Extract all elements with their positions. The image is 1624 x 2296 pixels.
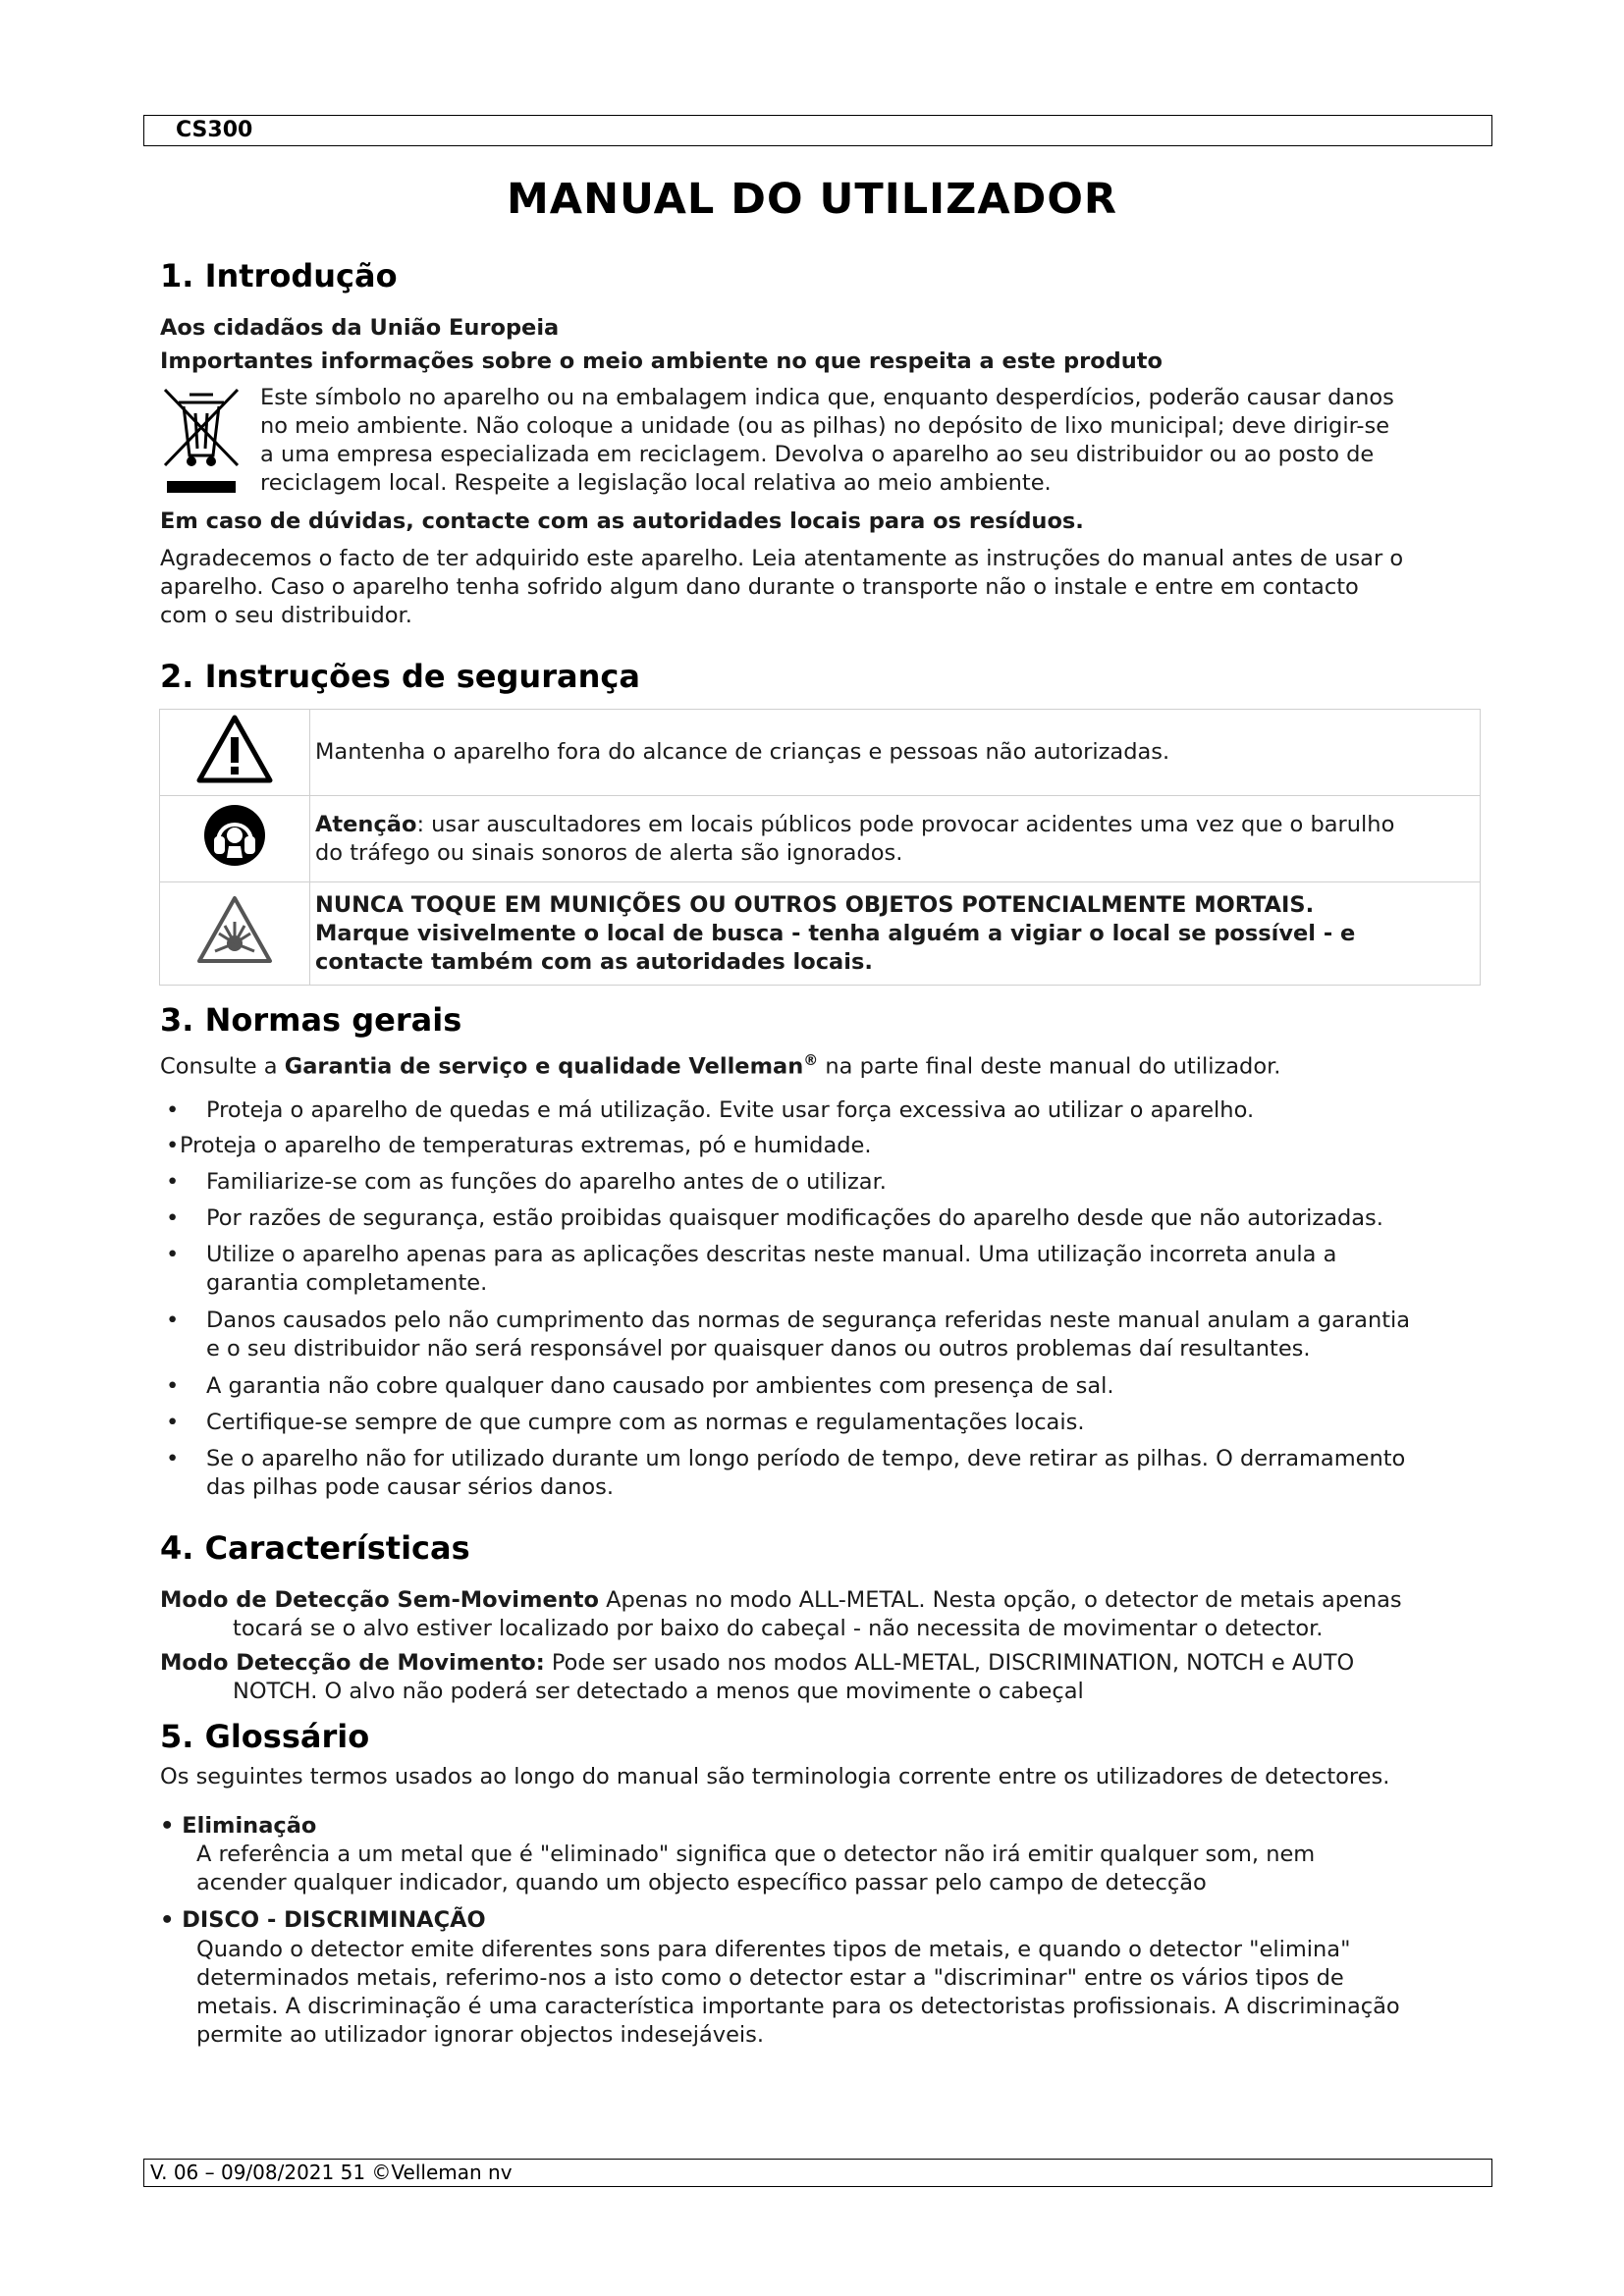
section-heading-glossary: 5. Glossário [160, 1718, 370, 1755]
thanks-paragraph-line: com o seu distribuidor. [160, 603, 412, 628]
manual-page: CS300 MANUAL DO UTILIZADOR 1. Introdução Aos cidadãos da União Europeia Importantes informações sobre o meio ambiente no que respeita a este produto Este símbolo no aparelho ou na embalagem indica que, enquanto desperdícios, poderão causar danos no meio ambiente. Não coloque a unidade (ou as pilhas) no depósito de lixo municipal; deve dirigir-se a uma empresa especializada em reciclagem. Devolva o aparelho ao seu distribuidor ou ao posto de reciclagem local. Respeite a legislação local relativa ao meio ambiente. Em caso de dúvidas, contacte com as autoridades locais para os resíduos. Agradecemos o facto de ter adquirido este aparelho. Leia atentamente as instruções do manual antes de usar o aparelho. Caso o aparelho tenha sofrido algum dano durante o transporte não o instale e entre em contacto com o seu distribuidor. 2. Instruções de segurança Mantenha o aparelho fora do alcance de crianças e pessoas não autorizadas. Atenção: usar auscultadores em locais públicos pode provocar acidentes uma vez que o barulho do tráfego ou sinais sonoros de alerta são ignorados. NUNCA TOQUE EM MUNIÇÕES OU OUTROS OBJETOS POTENCIALMENTE MORTAIS. Marque visivelmente o local de busca - tenha alguém a vigiar o local se possível - e contacte também com as autoridades locais. 3. Normas gerais Consulte a Garantia de serviço e qualidade Velleman® na parte final deste manual do utilizador. • Proteja o aparelho de quedas e má utilização. Evite usar força excessiva ao utilizar o aparelho. • Proteja o aparelho de temperaturas extremas, pó e humidade. • Familiarize-se com as funções do aparelho antes de o utilizar. • Por razões de segurança, estão proibidas quaisquer modificações do aparelho desde que não autorizadas. • Utilize o aparelho apenas para as aplicações descritas neste manual. Uma utilização incorreta anula a garantia completamente. • Danos causados pelo não cumprimento das normas de segurança referidas neste manual anulam a garantia e o seu distribuidor não será responsável por quaisquer danos ou outros problemas daí resultantes. • A garantia não cobre qualquer dano causado por ambientes com presença de sal. • Certifique-se sempre de que cumpre com as normas e regulamentações locais. • Se o aparelho não for utilizado durante um longo período de tempo, deve retirar as pilhas. O derramamento das pilhas pode causar sérios danos. 4. Características Modo de Detecção Sem-Movimento Apenas no modo ALL-METAL. Nesta opção, o detector de metais apenas tocará se o alvo estiver localizado por baixo do cabeçal - não necessita de movimentar o detector. Modo Detecção de Movimento: Pode ser usado nos modos ALL-METAL, DISCRIMINATION, NOTCH e AUTO NOTCH. O alvo não poderá ser detectado a menos que movimente o cabeçal 5. Glossário Os seguintes termos usados ao longo do manual são terminologia corrente entre os utilizadores de detectores. • Eliminação A referência a um metal que é "eliminado" significa que o detector não irá emitir qualquer som, nem acender qualquer indicador, quando um objecto específico passar pelo campo de detecção • DISCO - DISCRIMINAÇÃO Quando o detector emite diferentes sons para diferentes tipos de metais, e quando o detector "elimina" determinados metais, referimo-nos a isto como o detector estar a "discriminar" entre os vários tipos de metais. A discriminação é uma característica importante para os detectoristas profissionais. A discriminação permite ao utilizador ignorar objectos indesejáveis. V. 06 – 09/08/2021 51 ©Velleman nv [0, 0, 1624, 2296]
safety-row [160, 796, 1481, 882]
feature-item: Modo Detecção de Movimento: Pode ser usado nos modos ALL-METAL, DISCRIMINATION, NOTCH e AUTO [160, 1650, 1355, 1676]
glossary-definition-line: Quando o detector emite diferentes sons para diferentes tipos de metais, e quando o detector "elimina" [196, 1937, 1351, 1962]
glossary-definition-line: A referência a um metal que é "eliminado" significa que o detector não irá emitir qualquer som, nem [196, 1842, 1316, 1867]
weee-text-line: a uma empresa especializada em reciclagem. Devolva o aparelho ao seu distribuidor ou ao posto de [260, 442, 1375, 467]
section-heading-general: 3. Normas gerais [160, 1001, 462, 1039]
warranty-link-text: Garantia de serviço e qualidade Velleman [284, 1053, 804, 1080]
page-footer [143, 2159, 1492, 2187]
glossary-definition-line: determinados metais, referimo-nos a isto como o detector estar a "discriminar" entre os vários tipos de [196, 1965, 1344, 1991]
safety-text-cell [310, 882, 1481, 986]
safety-text-line: NUNCA TOQUE EM MUNIÇÕES OU OUTROS OBJETOS POTENCIALMENTE MORTAIS. [315, 891, 1315, 918]
thanks-paragraph-line: Agradecemos o facto de ter adquirido este aparelho. Leia atentamente as instruções do manual antes de usar o [160, 546, 1404, 571]
attention-label: Atenção [315, 811, 417, 837]
weee-text-line: reciclagem local. Respeite a legislação local relativa ao meio ambiente. [260, 470, 1052, 496]
section-heading-introduction: 1. Introdução [160, 257, 398, 294]
explosive-hazard-icon [195, 894, 274, 965]
feature-term: Modo Detecção de Movimento: [160, 1650, 545, 1676]
safety-row [160, 882, 1481, 986]
safety-text-line: do tráfego ou sinais sonoros de alerta são ignorados. [315, 839, 903, 866]
safety-icon-cell [160, 882, 310, 986]
safety-text-cell [310, 710, 1481, 796]
feature-text-line: tocará se o alvo estiver localizado por baixo do cabeçal - não necessita de movimentar o detector. [233, 1616, 1324, 1641]
warranty-reference: Consulte a Garantia de serviço e qualidade Velleman® na parte final deste manual do utilizador. [160, 1051, 1281, 1080]
safety-table [159, 709, 1481, 986]
environment-heading: Importantes informações sobre o meio ambiente no que respeita a este produto [160, 348, 1164, 374]
safety-icon-cell [160, 710, 310, 796]
safety-text-line: Marque visivelmente o local de busca - tenha alguém a vigiar o local se possível - e [315, 920, 1356, 946]
page-header [143, 115, 1492, 146]
warning-triangle-icon [195, 714, 274, 784]
feature-term: Modo de Detecção Sem-Movimento [160, 1587, 599, 1613]
safety-text-line: contacte também com as autoridades locais. [315, 948, 873, 975]
glossary-term: • DISCO - DISCRIMINAÇÃO [160, 1907, 486, 1933]
glossary-definition-line: acender qualquer indicador, quando um objecto específico passar pelo campo de detecção [196, 1870, 1207, 1896]
ear-protection-icon [202, 803, 267, 868]
safety-text-cell [310, 796, 1481, 882]
document-title: MANUAL DO UTILIZADOR [507, 175, 1117, 224]
safety-row [160, 710, 1481, 796]
glossary-definition-line: permite ao utilizador ignorar objectos indesejáveis. [196, 2022, 765, 2048]
glossary-intro: Os seguintes termos usados ao longo do manual são terminologia corrente entre os utilizadores de detectores. [160, 1764, 1390, 1789]
glossary-term: • Eliminação [160, 1813, 317, 1839]
safety-text-line: Mantenha o aparelho fora do alcance de crianças e pessoas não autorizadas. [315, 739, 1170, 765]
model-label: CS300 [176, 118, 253, 142]
footer-version-text: V. 06 – 09/08/2021 51 ©Velleman nv [150, 2161, 513, 2184]
section-heading-safety: 2. Instruções de segurança [160, 658, 640, 695]
feature-item: Modo de Detecção Sem-Movimento Apenas no modo ALL-METAL. Nesta opção, o detector de metais apenas [160, 1587, 1402, 1613]
weee-text-line: no meio ambiente. Não coloque a unidade (ou as pilhas) no depósito de lixo municipal; deve dirigir-se [260, 413, 1390, 439]
feature-text-line: NOTCH. O alvo não poderá ser detectado a menos que movimente o cabeçal [233, 1679, 1084, 1704]
glossary-definition-line: metais. A discriminação é uma característica importante para os detectoristas profissionais. A discriminação [196, 1994, 1400, 2019]
thanks-paragraph-line: aparelho. Caso o aparelho tenha sofrido algum dano durante o transporte não o instale e entre em contacto [160, 574, 1359, 600]
weee-text-line: Este símbolo no aparelho ou na embalagem indica que, enquanto desperdícios, poderão causar danos [260, 385, 1394, 410]
doubts-notice: Em caso de dúvidas, contacte com as autoridades locais para os resíduos. [160, 508, 1084, 534]
safety-text-line: : usar auscultadores em locais públicos pode provocar acidentes uma vez que o barulho [416, 811, 1395, 837]
safety-icon-cell [160, 796, 310, 882]
eu-citizens-heading: Aos cidadãos da União Europeia [160, 315, 560, 341]
weee-bin-icon [160, 382, 243, 496]
section-heading-features: 4. Características [160, 1529, 470, 1567]
